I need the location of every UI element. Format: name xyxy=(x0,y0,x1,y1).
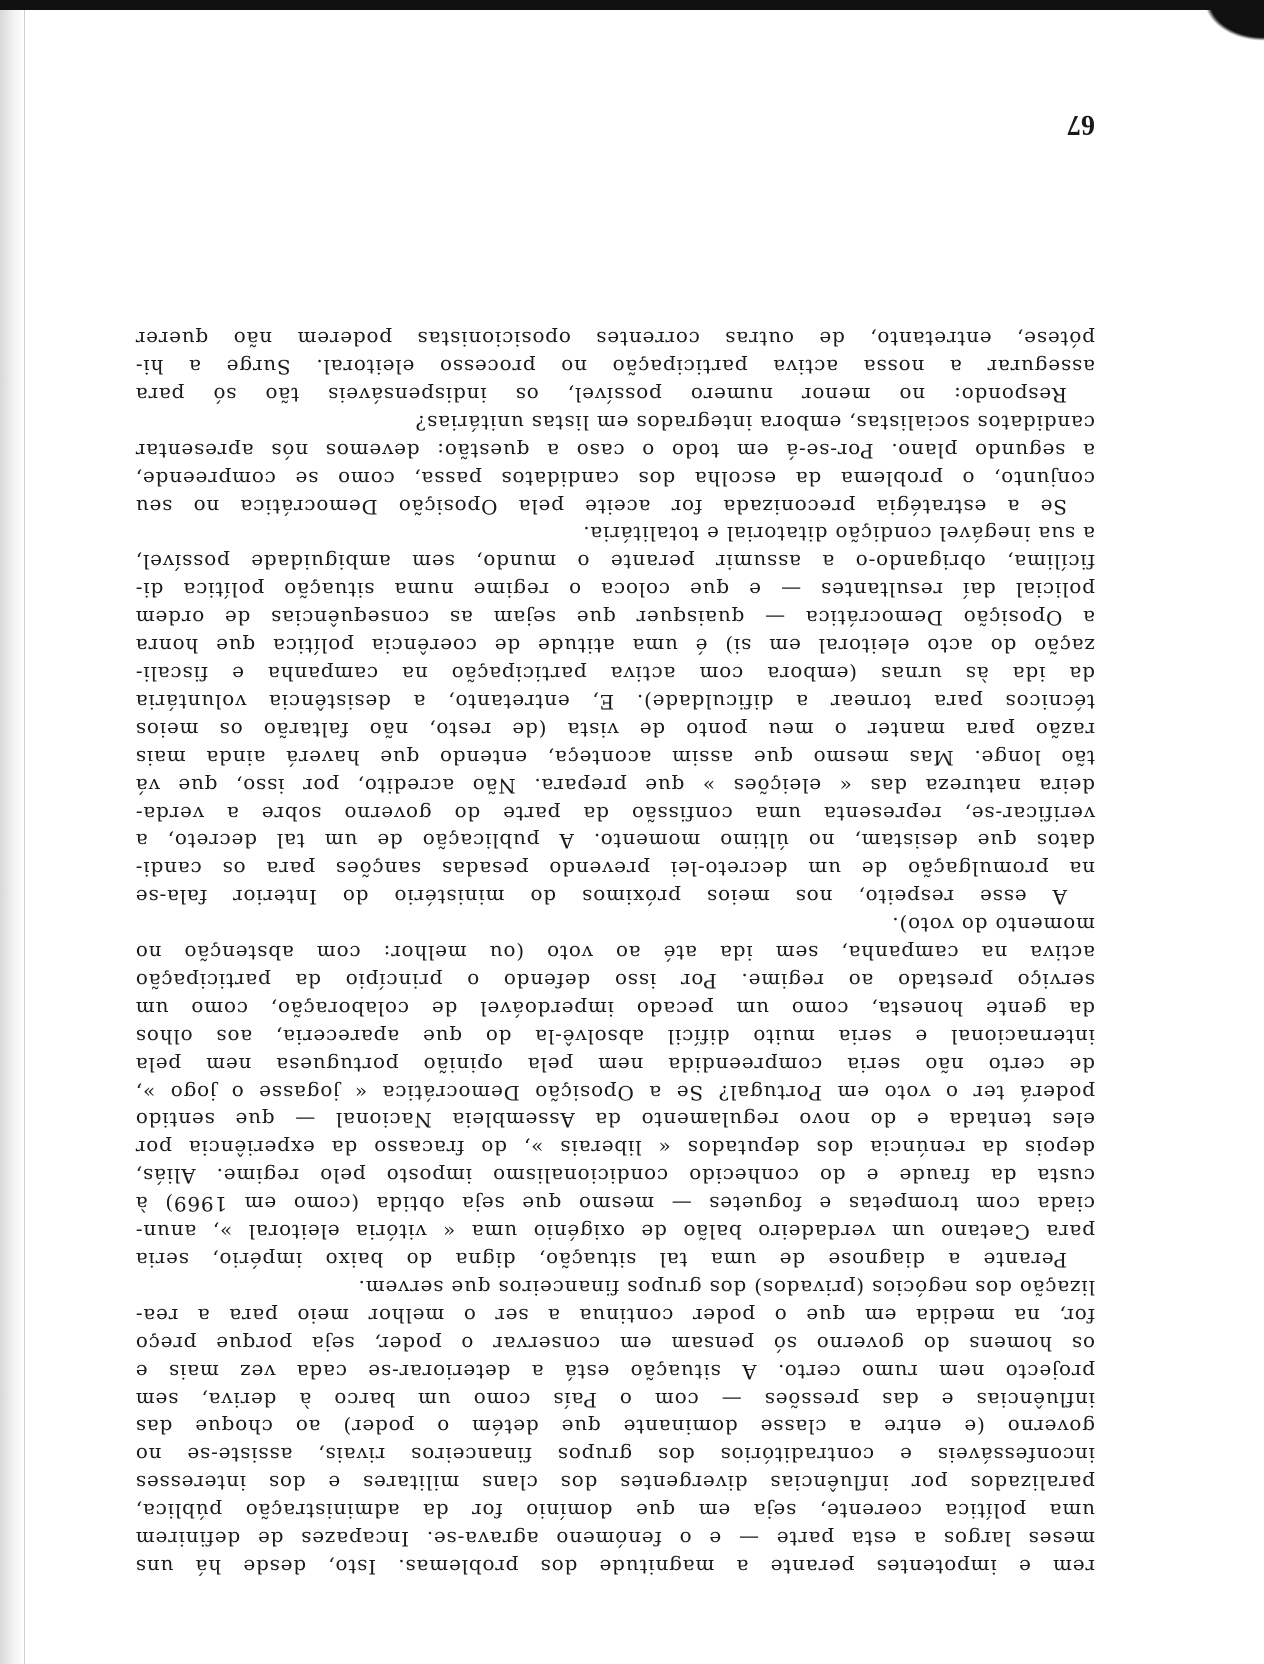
text-line: Se a estratégia preconizada for aceite pela Oposição Democrática no seu xyxy=(135,494,1067,519)
body-text xyxy=(135,324,1095,1580)
text-line: ficílima, obrigando-o a assumir perante o mundo, sem ambiguidade possível, xyxy=(135,550,1095,575)
text-line: activa na campanha, sem ida até ao voto (ou melhor: com abstenção no xyxy=(135,941,1095,966)
text-line: da gente honesta, como um pecado imperdoável de colaboração, como um xyxy=(135,996,1095,1021)
text-line: uma política coerente, seja em que domínio for da administração pública, xyxy=(135,1499,1095,1524)
paragraph-4 xyxy=(135,408,1095,520)
paragraph-2 xyxy=(135,910,1095,1273)
text-line: na promulgação de um decreto-lei prevendo pesadas sanções para os candi- xyxy=(135,857,1095,882)
text-line: A esse respeito, nos meios próximos do ministério do Interior fala-se xyxy=(135,885,1067,910)
text-line: for, na medida em que o poder continua a ser o melhor meio para a rea- xyxy=(135,1303,1095,1328)
text-line: paralizados por influências divergentes dos clans militares e dos interesses xyxy=(135,1471,1095,1496)
scan-edge-line xyxy=(24,10,25,1664)
text-line: influências e das pressões — com o País como um barco à deriva, sem xyxy=(135,1387,1095,1412)
text-line: verificar-se, representa uma confissão da parte do governo sobre a verda- xyxy=(135,801,1095,826)
text-line: pótese, entretanto, de outras correntes oposicionistas poderem não querer xyxy=(135,327,1095,352)
text-line: ciada com trompetas e foguetes — mesmo que seja obtida (como em 1969) à xyxy=(135,1192,1095,1217)
paragraph-3 xyxy=(135,520,1095,911)
text-line: candidatos socialistas, embora integrados em listas unitárias? xyxy=(414,410,1095,435)
text-line: momento do voto). xyxy=(891,913,1095,938)
text-line: eles tentada e do novo regulamento da Assembleia Nacional — que sentido xyxy=(135,1108,1095,1133)
text-line: serviço prestado ao regime. Por isso defendo o princípio da participação xyxy=(135,968,1095,993)
text-line: custa da fraude e do conhecido condicionalismo imposto pelo regime. Aliás, xyxy=(135,1164,1095,1189)
rotated-page xyxy=(135,100,1095,1580)
text-line: depois da renúncia dos deputados « liberais », do fracasso da experiência por xyxy=(135,1136,1095,1161)
paragraph-1 xyxy=(135,1273,1095,1580)
text-line: razão para manter o meu ponto de vista (de resto, não faltarão os meios xyxy=(135,717,1095,742)
text-line: zação do acto eleitoral em si) é uma atitude de coerência política que honra xyxy=(135,634,1095,659)
text-line: datos que desistam, no último momento. A publicação de um tal decreto, a xyxy=(135,829,1095,854)
scan-border-top xyxy=(0,0,1264,10)
text-line: poderá ter o voto em Portugal? Se a Oposição Democrática « jogasse o jogo », xyxy=(135,1080,1095,1105)
text-line: deira natureza das « eleições » que prepara. Não acredito, por isso, que vá xyxy=(135,773,1095,798)
scan-border-left xyxy=(0,10,24,1664)
text-line: assegurar a nossa activa participação no processo eleitoral. Surge a hi- xyxy=(135,355,1095,380)
text-line: Perante a diagnose de uma tal situação, digna do baixo império, seria xyxy=(135,1248,1067,1273)
text-line: de certo não seria compreendida nem pela opinião portuguesa nem pela xyxy=(135,1052,1095,1077)
text-line: técnicos para tornear a dificuldade). E, entretanto, a desistência voluntária xyxy=(135,689,1095,714)
text-line: da ida às urnas (embora com activa participação na campanha e fiscali- xyxy=(135,662,1095,686)
text-line: lização dos negócios (privados) dos grupos financeiros que servem. xyxy=(357,1275,1095,1300)
page-number: 67 xyxy=(1067,109,1095,140)
text-line: a segundo plano. Por-se-á em todo o caso a questão: devemos nós apresentar xyxy=(135,438,1095,463)
text-line: inconfessáveis e contraditórios dos grupos financeiros rivais, assiste-se no xyxy=(135,1443,1095,1468)
text-line: Respondo: no menor numero possível, os indispensáveis tão só para xyxy=(135,382,1067,407)
text-line: governo (e entre a classe dominante que detém o poder) ao choque das xyxy=(135,1415,1095,1440)
text-line: conjunto, o problema da escolha dos candidatos passa, como se compreende, xyxy=(135,466,1095,491)
text-line: para Caetano um verdadeiro balão de oxigénio uma « vitória eleitoral », anun- xyxy=(135,1220,1095,1245)
paragraph-5 xyxy=(135,324,1095,408)
text-line: internacional e seria muito difícil absolvê-la do que apareceria, aos olhos xyxy=(135,1024,1095,1049)
text-line: a Oposição Democrática — quaisquer que sejam as consequências de ordem xyxy=(135,606,1095,631)
text-line: meses largos a esta parte — e o fenómeno agrava-se. Incapazes de definirem xyxy=(135,1527,1095,1552)
scan-corner-shadow xyxy=(1194,0,1264,48)
text-line: projecto nem rumo certo. A situação está a deteriorar-se cada vez mais e xyxy=(135,1359,1095,1384)
text-line: rem e impotentes perante a magnitude dos problemas. Isto, desde há uns xyxy=(135,1555,1095,1579)
text-line: policial daí resultantes — e que coloca o regime numa situação política di- xyxy=(135,578,1095,603)
text-line: tão longe. Mas mesmo que assim aconteça, entendo que haverá ainda mais xyxy=(135,745,1095,770)
text-line: a sua inegável condição ditatorial e totalitária. xyxy=(582,522,1095,547)
text-line: os homens do governo só pensam em conservar o poder, seja porque preço xyxy=(135,1331,1095,1356)
